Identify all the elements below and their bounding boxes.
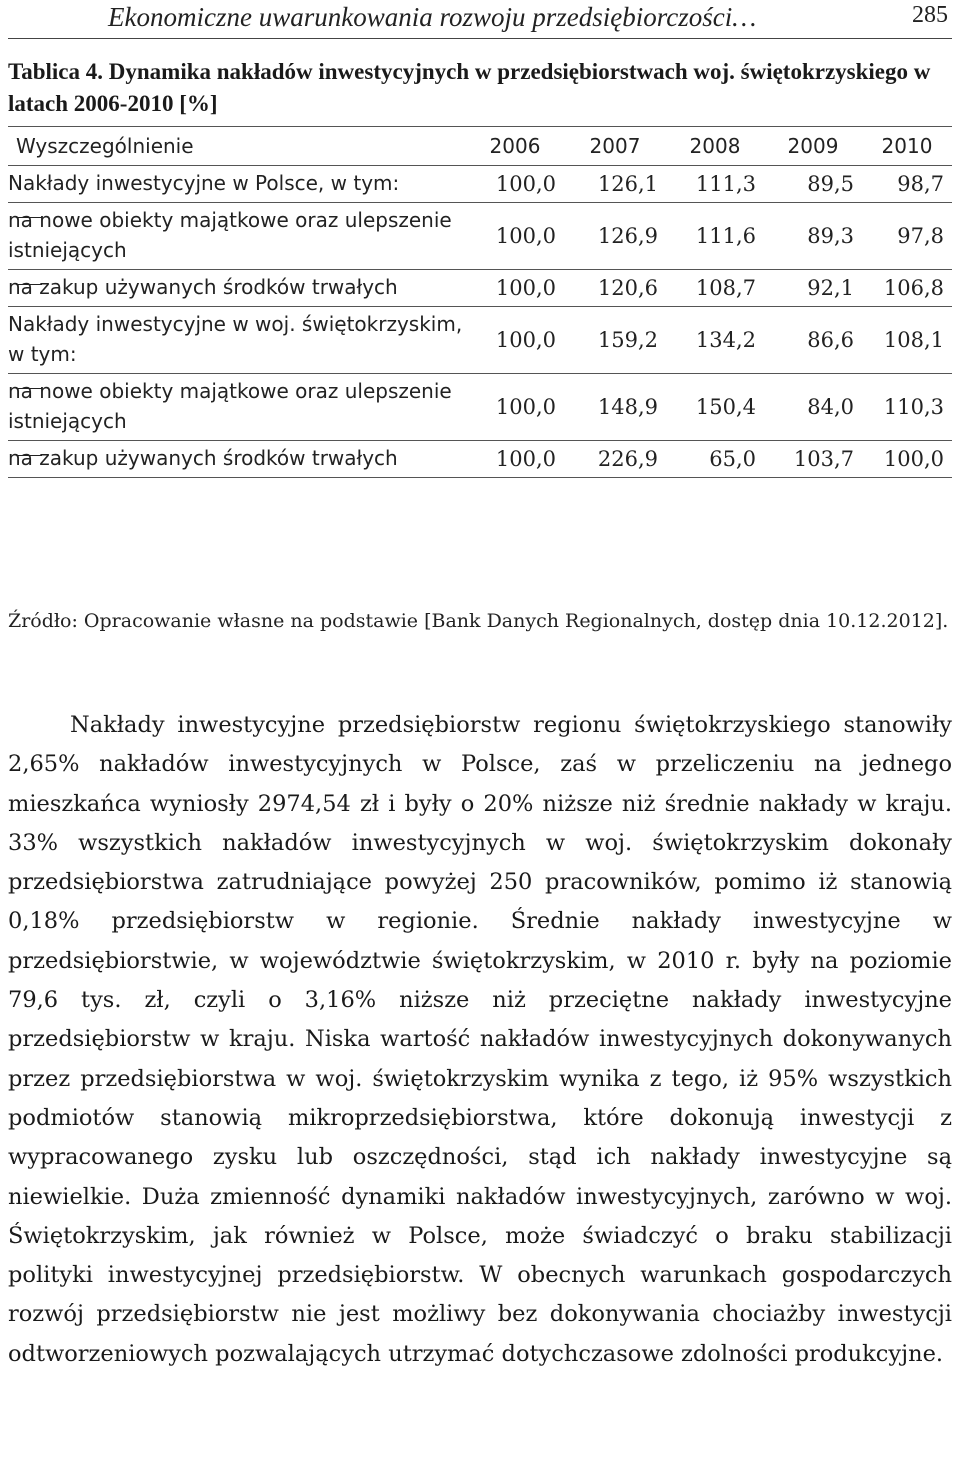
table-cell: 98,7 bbox=[897, 172, 944, 196]
table-cell: 111,3 bbox=[695, 172, 756, 196]
page-number: 285 bbox=[912, 2, 948, 28]
row-label: Nakłady inwestycyjne w woj. świętokrzyskim, w tym: bbox=[8, 312, 463, 366]
row-label-text: na nowe obiekty majątkowe oraz ulepszenie istniejących bbox=[8, 208, 452, 262]
table-cell: 126,9 bbox=[597, 224, 658, 248]
table-header-row bbox=[8, 127, 952, 166]
row-label: Nakłady inwestycyjne w Polsce, w tym: bbox=[8, 171, 400, 195]
row-label-sub bbox=[8, 441, 466, 478]
table-cell: 126,1 bbox=[597, 172, 658, 196]
table-cell: 108,7 bbox=[695, 276, 756, 300]
row-label-text: na zakup używanych środków trwałych bbox=[8, 275, 398, 299]
running-header bbox=[8, 0, 952, 39]
dash-bullet bbox=[18, 284, 42, 285]
table-cell: 92,1 bbox=[807, 276, 854, 300]
column-header-year: 2008 bbox=[689, 134, 741, 158]
table-cell: 89,3 bbox=[807, 224, 854, 248]
table-row bbox=[8, 166, 952, 203]
table-cell: 86,6 bbox=[807, 328, 854, 352]
table-cell: 100,0 bbox=[495, 328, 556, 352]
table-cell: 100,0 bbox=[495, 276, 556, 300]
source-note: Źródło: Opracowanie własne na podstawie [Bank Danych Regionalnych, dostęp dnia 10.12.2012]. bbox=[8, 610, 949, 632]
column-header-year: 2009 bbox=[787, 134, 839, 158]
table-cell: 148,9 bbox=[597, 395, 658, 419]
column-header-year: 2010 bbox=[881, 134, 933, 158]
running-title: Ekonomiczne uwarunkowania rozwoju przedsiębiorczości… bbox=[108, 2, 757, 32]
table-cell: 110,3 bbox=[883, 395, 944, 419]
table-cell: 89,5 bbox=[807, 172, 854, 196]
table-cell: 111,6 bbox=[695, 224, 756, 248]
table-cell: 84,0 bbox=[807, 395, 854, 419]
dash-bullet bbox=[18, 217, 42, 218]
body-paragraph: Nakłady inwestycyjne przedsiębiorstw regionu świętokrzyskiego stanowiły 2,65% nakładów inwestycyjnych w Polsce, zaś w przeliczeniu na jednego mieszkańca wyniosły 2974,54 zł i były o 20% niższe niż średnie nakłady w kraju. 33% wszystkich nakładów inwestycyjnych w woj. świętokrzyskim dokonały przedsiębiorstwa zatrudniające powyżej 250 pracowników, pomimo iż stanowią 0,18% przedsiębiorstw w regionie. Średnie nakłady inwestycyjne w przedsiębiorstwie, w województwie świętokrzyskim, w 2010 r. były na poziomie 79,6 tys. zł, czyli o 3,16% niższe niż przeciętne nakłady inwestycyjne przedsiębiorstw w kraju. Niska wartość nakładów inwestycyjnych dokonywanych przez przedsiębiorstwa w woj. świętokrzyskim wynika z tego, iż 95% wszystkich podmiotów stanowią mikroprzedsiębiorstwa, które dokonują inwestycji z wypracowanego zysku lub oszczędności, stąd ich nakłady inwestycyjne są niewielkie. Duża zmienność dynamiki nakładów inwestycyjnych, zarówno w woj. Świętokrzyskim, jak również w Polsce, może świadczyć o braku stabilizacji polityki inwestycyjnej przedsiębiorstw. W obecnych warunkach gospodarczych rozwój przedsiębiorstw nie jest możliwy bez dokonywania chociażby inwestycji odtworzeniowych pozwalających utrzymać dotychczasowe zdolności produkcyjne. bbox=[8, 712, 952, 1367]
table-cell: 108,1 bbox=[883, 328, 944, 352]
table-cell: 97,8 bbox=[897, 224, 944, 248]
row-label-text: na nowe obiekty majątkowe oraz ulepszenie istniejących bbox=[8, 379, 452, 433]
dash-bullet bbox=[18, 455, 42, 456]
table-cell: 100,0 bbox=[883, 447, 944, 471]
table-cell: 100,0 bbox=[495, 395, 556, 419]
table-cell: 150,4 bbox=[695, 395, 756, 419]
table-cell: 159,2 bbox=[597, 328, 658, 352]
table-row bbox=[8, 307, 952, 374]
table-cell: 100,0 bbox=[495, 172, 556, 196]
row-label-text: na zakup używanych środków trwałych bbox=[8, 446, 398, 470]
table-cell: 100,0 bbox=[495, 447, 556, 471]
table-row bbox=[8, 270, 952, 307]
column-header-year: 2007 bbox=[589, 134, 641, 158]
table-cell: 103,7 bbox=[793, 447, 854, 471]
table-row bbox=[8, 441, 952, 478]
table-cell: 100,0 bbox=[495, 224, 556, 248]
column-header-label: Wyszczególnienie bbox=[16, 134, 194, 158]
row-label-sub bbox=[8, 270, 466, 307]
investment-dynamics-table bbox=[8, 126, 952, 478]
table-caption: Tablica 4. Dynamika nakładów inwestycyjnych w przedsiębiorstwach woj. świętokrzyskiego w latach 2006-2010 [%] bbox=[8, 59, 931, 116]
table-cell: 106,8 bbox=[883, 276, 944, 300]
table-cell: 65,0 bbox=[709, 447, 756, 471]
table-cell: 134,2 bbox=[695, 328, 756, 352]
row-label-sub bbox=[8, 203, 466, 270]
table-row bbox=[8, 203, 952, 270]
dash-bullet bbox=[18, 388, 42, 389]
row-label-sub bbox=[8, 374, 466, 441]
table-row bbox=[8, 374, 952, 441]
column-header-year: 2006 bbox=[489, 134, 541, 158]
table-cell: 226,9 bbox=[597, 447, 658, 471]
table-cell: 120,6 bbox=[597, 276, 658, 300]
